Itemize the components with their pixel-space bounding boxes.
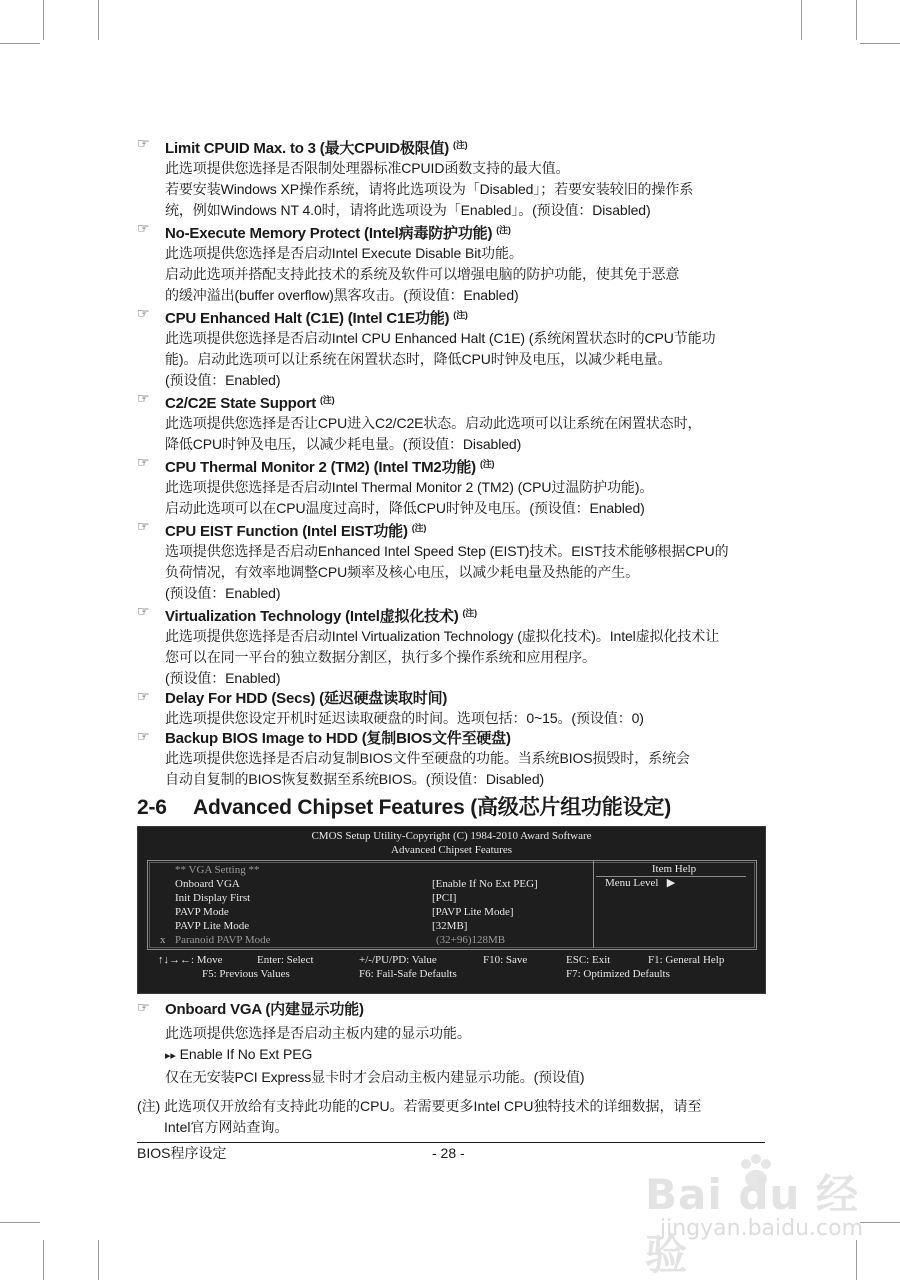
page-number: - 28 - — [432, 1145, 465, 1161]
setting-item-c1e — [137, 306, 765, 391]
setting-item-backup-bios — [137, 729, 765, 790]
crop-mark — [801, 0, 802, 40]
key-previous: F5: Previous Values — [202, 968, 290, 980]
key-value: +/-/PU/PD: Value — [359, 954, 437, 966]
setting-desc: 此选项提供您选择是否启动主板内建的显示功能。 — [165, 1025, 471, 1041]
setting-desc: 此选项提供您设定开机时延迟读取硬盘的时间。选项包括：0~15。(预设值：0) — [165, 710, 644, 726]
footnote-line: Intel官方网站查询。 — [164, 1119, 289, 1135]
setting-desc: 能)。启动此选项可以让系统在闲置状态时，降低CPU时钟及电压，以减少耗电量。 — [165, 351, 672, 367]
setting-desc: 若要安装Windows XP操作系统，请将此选项设为「Disabled」；若要安装较旧的操作系 — [165, 181, 694, 197]
setting-desc: 您可以在同一平台的独立数据分割区，执行多个操作系统和应用程序。 — [165, 649, 596, 665]
crop-mark — [0, 1222, 40, 1223]
right-triangle-icon: ▶ — [666, 877, 676, 889]
bios-item-init-display[interactable]: Init Display First — [175, 892, 251, 904]
key-move: ↑↓→←: Move — [158, 954, 223, 966]
crop-mark — [98, 1240, 99, 1280]
crop-mark — [860, 43, 900, 44]
footer-chapter: BIOS程序设定 — [137, 1145, 227, 1161]
pointing-hand-icon: ☞ — [137, 604, 150, 620]
option-desc: 仅在无安装PCI Express显卡时才会启动主板内建显示功能。(预设值) — [165, 1069, 585, 1085]
setting-item-delay-hdd — [137, 689, 765, 729]
watermark-site: jingyan.baidu.com — [660, 1216, 864, 1241]
crop-mark — [860, 1222, 900, 1223]
setting-desc: 此选项提供您选择是否限制处理器标准CPUID函数支持的最大值。 — [165, 160, 570, 176]
disabled-marker: x — [160, 934, 166, 946]
crop-mark — [43, 1240, 44, 1280]
crop-mark — [43, 0, 44, 40]
bios-item-onboard-vga[interactable]: Onboard VGA — [175, 878, 240, 890]
option-line: ▸▸ Enable If No Ext PEG — [165, 1046, 313, 1062]
page-content — [137, 136, 765, 1088]
setting-item-virtualization — [137, 604, 765, 689]
vga-setting-group: ** VGA Setting ** — [175, 864, 260, 876]
section-number: 2-6 — [137, 796, 167, 819]
setting-desc: 此选项提供您选择是否启动Intel Execute Disable Bit功能。 — [165, 245, 523, 261]
setting-desc: 降低CPU时钟及电压，以减少耗电量。(预设值：Disabled) — [165, 436, 522, 452]
setting-title: Limit CPUID Max. to 3 (最大CPUID极限值) $^{(注)}$ — [165, 140, 468, 157]
bios-screen — [137, 826, 766, 994]
setting-desc: 此选项提供您选择是否让CPU进入C2/C2E状态。启动此选项可以让系统在闲置状态时， — [165, 415, 702, 431]
setting-desc: (预设值：Enabled) — [165, 670, 281, 686]
pointing-hand-icon: ☞ — [137, 519, 150, 535]
bios-subtitle: Advanced Chipset Features — [391, 844, 512, 856]
setting-title: CPU Thermal Monitor 2 (TM2) (Intel TM2功能) $^{(注)}$ — [165, 459, 495, 476]
setting-desc: 此选项提供您选择是否启动Intel Virtualization Technology (虚拟化技术)。Intel虚拟化技术让 — [165, 628, 720, 644]
setting-desc: 启动此选项并搭配支持此技术的系统及软件可以增强电脑的防护功能，使其免于恶意 — [165, 266, 680, 282]
setting-title: Backup BIOS Image to HDD (复制BIOS文件至硬盘) — [165, 730, 511, 747]
setting-item-limit-cpuid — [137, 136, 765, 221]
setting-desc: 统，例如Windows NT 4.0时，请将此选项设为「Enabled」。(预设值：Disabled) — [165, 202, 651, 218]
setting-desc: 负荷情况，有效率地调整CPU频率及核心电压，以减少耗电量及热能的产生。 — [165, 564, 640, 580]
pointing-hand-icon: ☞ — [137, 391, 150, 407]
setting-title: CPU EIST Function (Intel EIST功能) $^{(注)}$ — [165, 523, 427, 540]
pointing-hand-icon: ☞ — [137, 729, 150, 745]
setting-title: Delay For HDD (Secs) (延迟硬盘读取时间) — [165, 690, 448, 707]
setting-desc: 此选项提供您选择是否启动复制BIOS文件至硬盘的功能。当系统BIOS损毁时，系统会 — [165, 750, 690, 766]
footnote — [137, 1096, 765, 1138]
setting-title: No-Execute Memory Protect (Intel病毒防护功能) $^{(注)}$ — [165, 225, 511, 242]
setting-desc: 此选项提供您选择是否启动Intel CPU Enhanced Halt (C1E) (系统闲置状态时的CPU节能功 — [165, 330, 716, 346]
menu-level: Menu Level ▶ — [605, 877, 676, 889]
setting-desc: 启动此选项可以在CPU温度过高时，降低CPU时钟及电压。(预设值：Enabled) — [165, 500, 645, 516]
setting-title: Virtualization Technology (Intel虚拟化技术) $^{(注)}$ — [165, 608, 477, 625]
setting-desc: (预设值：Enabled) — [165, 372, 281, 388]
bios-item-pavp-lite[interactable]: PAVP Lite Mode — [175, 920, 250, 932]
pointing-hand-icon: ☞ — [137, 136, 150, 152]
pointing-hand-icon: ☞ — [137, 306, 150, 322]
key-save: F10: Save — [483, 954, 528, 966]
key-enter: Enter: Select — [257, 954, 314, 966]
setting-item-no-execute — [137, 221, 765, 306]
setting-item-onboard-vga — [137, 1000, 765, 1088]
bios-value-pavp-mode[interactable]: [PAVP Lite Mode] — [432, 906, 514, 918]
footnote-tag: (注) — [137, 1098, 161, 1114]
key-optimized: F7: Optimized Defaults — [566, 968, 670, 980]
setting-desc: 选项提供您选择是否启动Enhanced Intel Speed Step (EIST)技术。EIST技术能够根据CPU的 — [165, 543, 729, 559]
pointing-hand-icon: ☞ — [137, 455, 150, 471]
key-failsafe: F6: Fail-Safe Defaults — [359, 968, 457, 980]
pointing-hand-icon: ☞ — [137, 1000, 150, 1016]
crop-mark — [0, 43, 40, 44]
item-help-title: Item Help — [651, 863, 697, 875]
bios-value-init-display[interactable]: [PCI] — [432, 892, 457, 904]
bios-item-pavp-mode[interactable]: PAVP Mode — [175, 906, 229, 918]
setting-desc: 的缓冲溢出(buffer overflow)黑客攻击。(预设值：Enabled) — [165, 287, 519, 303]
section-heading — [137, 794, 765, 822]
crop-mark — [98, 0, 99, 40]
bios-title: CMOS Setup Utility-Copyright (C) 1984-2010 Award Software — [311, 830, 592, 842]
setting-item-tm2 — [137, 455, 765, 519]
setting-desc: 自动自复制的BIOS恢复数据至系统BIOS。(预设值：Disabled) — [165, 771, 545, 787]
key-help: F1: General Help — [648, 954, 725, 966]
pointing-hand-icon: ☞ — [137, 689, 150, 705]
setting-title: C2/C2E State Support $^{(注)}$ — [165, 395, 335, 412]
section-title: Advanced Chipset Features (高级芯片组功能设定) — [193, 796, 671, 819]
setting-item-eist — [137, 519, 765, 604]
bios-value-paranoid-pavp: (32+96)128MB — [436, 934, 506, 946]
bios-item-paranoid-pavp: Paranoid PAVP Mode — [175, 934, 271, 946]
watermark — [640, 1152, 864, 1279]
bios-value-onboard-vga[interactable]: [Enable If No Ext PEG] — [432, 878, 538, 890]
setting-title: CPU Enhanced Halt (C1E) (Intel C1E功能) $^{(注)}$ — [165, 310, 468, 327]
key-exit: ESC: Exit — [566, 954, 611, 966]
setting-desc: (预设值：Enabled) — [165, 585, 281, 601]
bios-value-pavp-lite[interactable]: [32MB] — [432, 920, 468, 932]
pointing-hand-icon: ☞ — [137, 221, 150, 237]
setting-desc: 此选项提供您选择是否启动Intel Thermal Monitor 2 (TM2) (CPU过温防护功能)。 — [165, 479, 654, 495]
watermark-brand: Bai du 经验 — [645, 1170, 859, 1279]
setting-title: Onboard VGA (内建显示功能) — [165, 1001, 364, 1018]
footnote-line: 此选项仅开放给有支持此功能的CPU。若需要更多Intel CPU独特技术的详细数据，请至 — [164, 1098, 702, 1114]
setting-item-c2e — [137, 391, 765, 455]
footer-rule — [137, 1142, 765, 1143]
crop-mark — [856, 0, 857, 40]
double-arrow-icon: ▸▸ — [165, 1050, 176, 1062]
